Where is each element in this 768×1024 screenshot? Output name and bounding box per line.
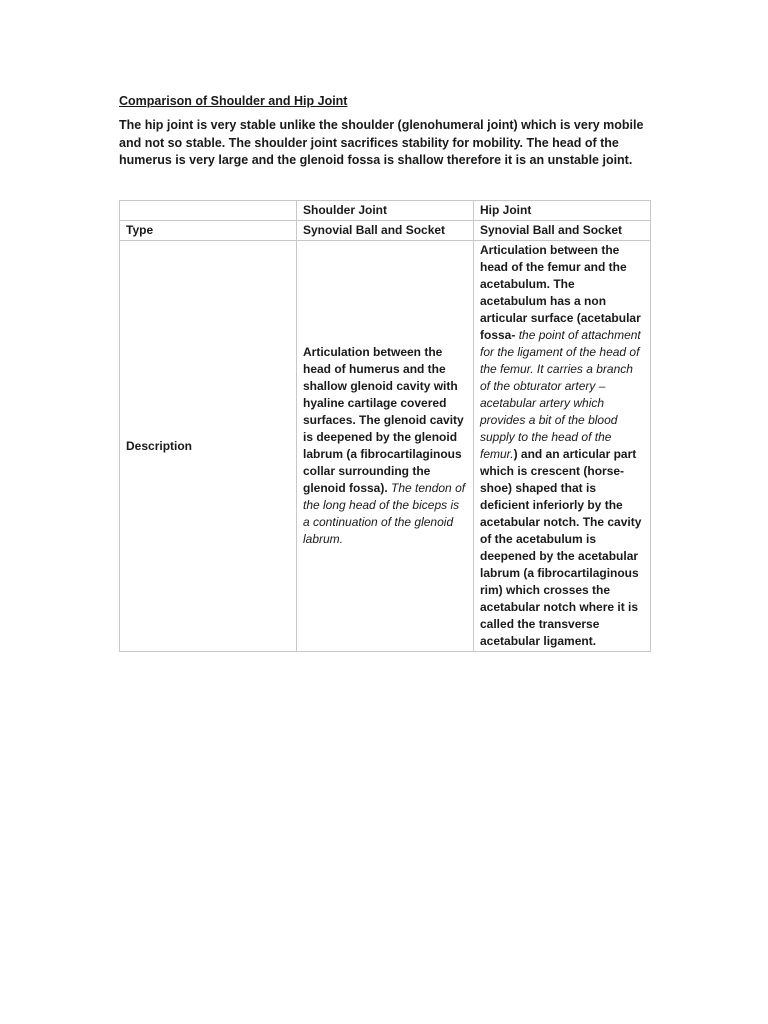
header-cell-hip: Hip Joint	[474, 201, 651, 221]
cell-type-shoulder: Synovial Ball and Socket	[297, 221, 474, 241]
shoulder-description-italic: The tendon of the long head of the biceps is a continuation of the glenoid labrum.	[303, 481, 466, 546]
comparison-table	[119, 200, 651, 652]
table-header-row	[120, 201, 651, 221]
shoulder-description-text: Articulation between the head of humerus and the shallow glenoid cavity with hyaline cartilage covered surfaces. The glenoid cavity is deepened by the glenoid labrum (a fibrocartilaginous collar surrounding the glenoid fossa).	[303, 345, 464, 495]
hip-description-text-1: Articulation between the head of the femur and the acetabulum. The acetabulum has a non articular surface (acetabular fossa-	[480, 243, 641, 342]
header-cell-shoulder: Shoulder Joint	[297, 201, 474, 221]
cell-description-hip	[474, 241, 651, 652]
header-cell-empty	[120, 201, 297, 221]
cell-description-shoulder	[297, 241, 474, 652]
document-title: Comparison of Shoulder and Hip Joint	[119, 94, 348, 108]
intro-paragraph: The hip joint is very stable unlike the shoulder (glenohumeral joint) which is very mobile and not so stable. The shoulder joint sacrifices stability for mobility. The head of the humerus is very large and the glenoid fossa is shallow therefore it is an unstable joint.	[119, 118, 644, 167]
table-row-type	[120, 221, 651, 241]
hip-description-text-2: ) and an articular part which is crescent (horse-shoe) shaped that is deficient inferiorly by the acetabular notch. The cavity of the acetabulum is deepened by the acetabular labrum (a fibrocartilaginous rim) which crosses the acetabular notch where it is called the transverse acetabular ligament.	[480, 447, 642, 648]
cell-type-hip: Synovial Ball and Socket	[474, 221, 651, 241]
row-label-type: Type	[120, 221, 297, 241]
table-row-description	[120, 241, 651, 652]
hip-description-italic: the point of attachment for the ligament of the head of the femur. It carries a branch of the obturator artery – acetabular artery which provides a bit of the blood supply to the head of the femur.	[480, 328, 641, 461]
row-label-description: Description	[120, 241, 297, 652]
